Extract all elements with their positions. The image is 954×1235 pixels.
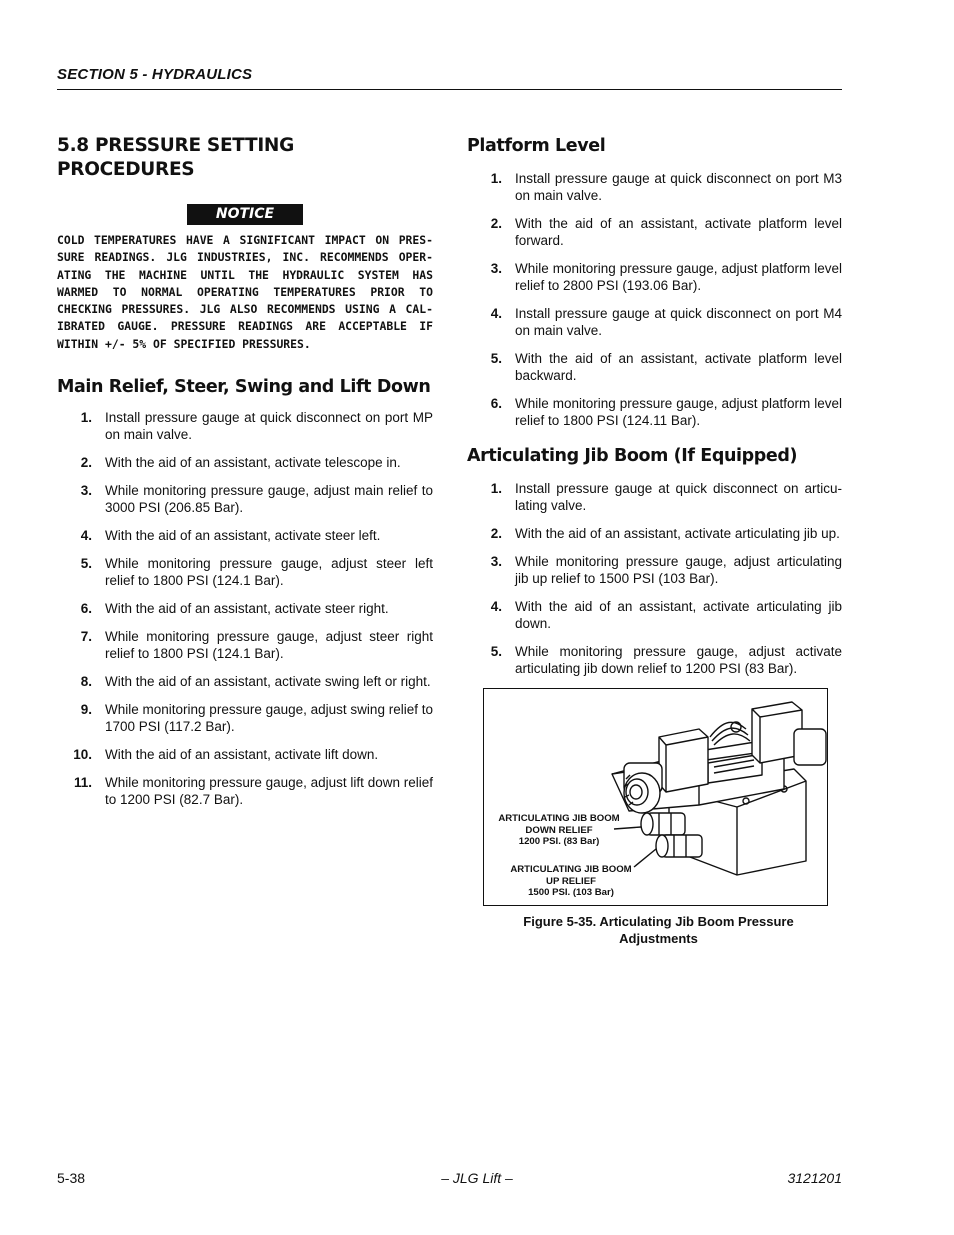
platform-level-steps [467,170,842,429]
list-item: 11. While monitoring pressure gauge, adjust lift down relief to 1200 PSI (82.7 Bar). [73,775,433,808]
list-item: 5. While monitoring pressure gauge, adjust steer left relief to 1800 PSI (124.1 Bar). [80,556,433,589]
callout-up-relief: ARTICULATING JIB BOOM UP RELIEF 1500 PSI. (103 Bar) [510,864,632,898]
section-header: SECTION 5 - HYDRAULICS [57,66,253,83]
list-item: 2. With the aid of an assistant, activate telescope in. [80,455,401,471]
figure-caption: Figure 5-35. Articulating Jib Boom Pressure Adjustments [523,914,794,946]
header-rule [57,89,842,90]
list-item: 1. Install pressure gauge at quick disconnect on port MP on main valve. [80,410,433,443]
list-item: 10. With the aid of an assistant, activate lift down. [73,747,379,763]
valve-figure [483,688,828,906]
list-item: 9. While monitoring pressure gauge, adjust swing relief to 1700 PSI (117.2 Bar). [80,702,433,735]
list-item: 7. While monitoring pressure gauge, adjust steer right relief to 1800 PSI (124.1 Bar). [80,629,433,662]
page-number: 5-38 [57,1170,86,1186]
section-title: 5.8 PRESSURE SETTING PROCEDURES [57,135,294,180]
list-item: 1. Install pressure gauge at quick disconnect on port M3 on main valve. [490,171,842,203]
list-item: 3. While monitoring pressure gauge, adjust articulating jib up relief to 1500 PSI (103 Bar). [490,554,842,586]
list-item: 1. Install pressure gauge at quick disconnect on articu-lating valve. [490,481,842,513]
jib-boom-steps [467,480,842,677]
jib-boom-heading: Articulating Jib Boom (If Equipped) [467,446,798,466]
document-number: 3121201 [787,1170,842,1186]
list-item: 5. With the aid of an assistant, activate platform level backward. [490,351,842,383]
list-item: 2. With the aid of an assistant, activate articulating jib up. [490,526,840,541]
main-relief-steps [57,409,433,808]
notice-badge: NOTICE [187,204,303,225]
list-item: 3. While monitoring pressure gauge, adjust platform level relief to 2800 PSI (193.06 Bar). [490,261,842,293]
footer-brand: – JLG Lift – [441,1170,513,1186]
notice-text: COLD TEMPERATURES HAVE A SIGNIFICANT IMPACT ON PRES-SURE READINGS. JLG INDUSTRIES, INC. RECOMMENDS OPER-ATING THE MACHINE UNTIL THE HYDRAULIC SYSTEM HAS WARMED TO NORMAL OPERATING TEMPERATURES PRIOR TO CHECKING PRESSURES. JLG ALSO RECOMMENDS USING A CAL-IBRATED GAUGE. PRESSURE READINGS ARE ACCEPTABLE IF WITHIN +/- 5% OF SPECIFIED PRESSURES. [57,233,433,351]
left-column [57,134,433,819]
list-item: 2. With the aid of an assistant, activate platform level forward. [490,216,842,248]
main-relief-heading: Main Relief, Steer, Swing and Lift Down [57,377,431,398]
list-item: 4. Install pressure gauge at quick disconnect on port M4 on main valve. [490,306,842,338]
list-item: 4. With the aid of an assistant, activate steer left. [80,528,381,544]
list-item: 4. With the aid of an assistant, activate articulating jib down. [490,599,842,631]
list-item: 5. While monitoring pressure gauge, adjust activate articulating jib down relief to 1200 PSI (83 Bar). [490,644,842,676]
platform-level-heading: Platform Level [467,136,606,156]
list-item: 6. While monitoring pressure gauge, adjust platform level relief to 1800 PSI (124.11 Bar). [490,396,842,428]
list-item: 3. While monitoring pressure gauge, adjust main relief to 3000 PSI (206.85 Bar). [80,483,433,516]
list-item: 8. With the aid of an assistant, activate swing left or right. [80,674,431,690]
right-column [467,134,842,947]
callout-down-relief: ARTICULATING JIB BOOM DOWN RELIEF 1200 PSI. (83 Bar) [498,813,620,847]
list-item: 6. With the aid of an assistant, activate steer right. [80,601,389,617]
